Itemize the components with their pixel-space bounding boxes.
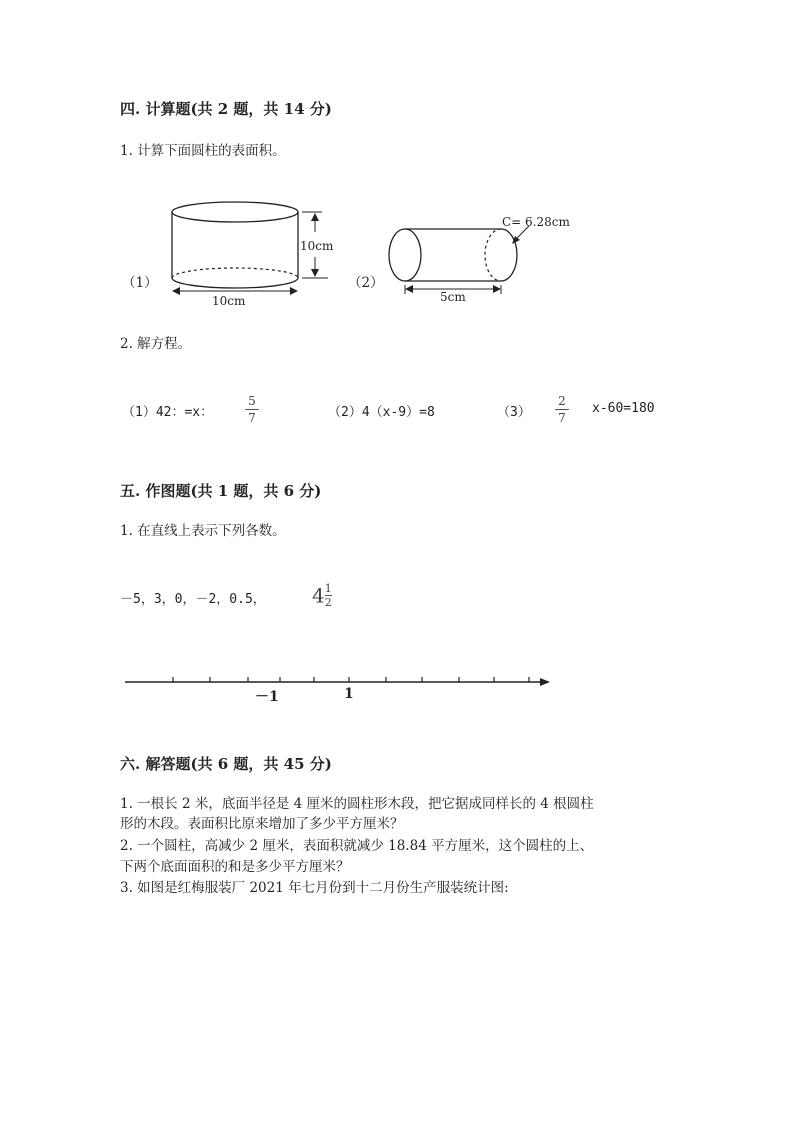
section-4-heading: 四. 计算题(共 2 题，共 14 分) <box>120 100 332 118</box>
figure-2-label: （2） <box>348 275 384 291</box>
question-6-1-line-1: 1. 一根长 2 米，底面半径是 4 厘米的圆柱形木段，把它据成同样长的 4 根圆柱 <box>120 796 594 812</box>
fraction-numerator: 5 <box>248 394 256 408</box>
question-6-2-line-2: 下两个底面面积的和是多少平方厘米？ <box>120 859 350 875</box>
diameter-label: 10cm <box>212 294 246 308</box>
equation-3-fraction <box>555 394 569 425</box>
circumference-label: C= 6.28cm <box>502 215 570 229</box>
question-6-1-line-2: 形的木段。表面积比原来增加了多少平方厘米？ <box>120 816 404 832</box>
equation-1-fraction <box>245 394 259 425</box>
mixed-whole: 4 <box>312 583 325 608</box>
figure-1-label: （1） <box>122 275 158 291</box>
question-6-3: 3. 如图是红梅服装厂 2021 年七月份到十二月份生产服装统计图: <box>120 880 509 896</box>
fraction-numerator: 2 <box>558 394 566 408</box>
equation-1: （1）42：=x： <box>122 405 214 420</box>
number-list: －5，3，0，－2，0.5， <box>120 592 266 607</box>
length-label: 5cm <box>440 290 466 304</box>
axis-label-neg-one: －1 <box>255 689 279 705</box>
fraction-denominator: 7 <box>248 411 256 425</box>
mixed-denominator: 2 <box>324 596 332 609</box>
equation-3-label: （3） <box>497 405 531 420</box>
section-6-heading: 六. 解答题(共 6 题，共 45 分) <box>120 755 332 773</box>
fraction-denominator: 7 <box>558 411 566 425</box>
section-5-heading: 五. 作图题(共 1 题，共 6 分) <box>120 482 322 500</box>
mixed-numerator: 1 <box>324 582 332 595</box>
question-6-2-line-1: 2. 一个圆柱，高减少 2 厘米，表面积就减少 18.84 平方厘米，这个圆柱的上、 <box>120 838 594 854</box>
question-4-2: 2. 解方程。 <box>120 336 192 352</box>
axis-label-one: 1 <box>344 686 354 702</box>
equation-3: x-60=180 <box>592 401 655 416</box>
height-label: 10cm <box>300 239 334 253</box>
equation-2: （2）4（x-9）=8 <box>328 405 435 420</box>
number-line <box>120 670 560 694</box>
question-4-1: 1. 计算下面圆柱的表面积。 <box>120 143 286 159</box>
question-5-1: 1. 在直线上表示下列各数。 <box>120 523 286 539</box>
mixed-number <box>312 583 332 608</box>
